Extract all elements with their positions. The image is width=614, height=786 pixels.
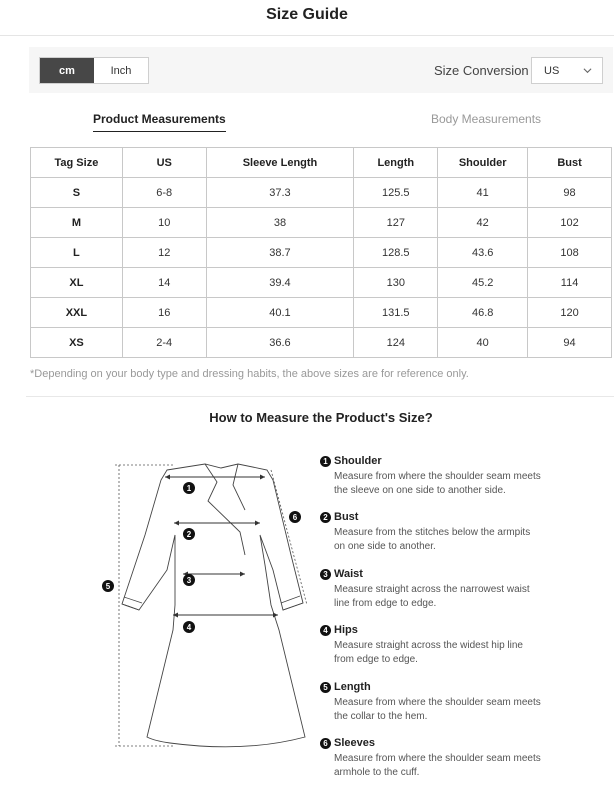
- table-row: [31, 268, 612, 298]
- tag-size-cell: M: [31, 208, 123, 238]
- table-row: [31, 208, 612, 238]
- size-conversion-select[interactable]: [531, 57, 603, 84]
- column-header: Bust: [528, 148, 612, 178]
- guide-item-desc: Measure from where the shoulder seam meets the sleeve on one side to another side.: [334, 471, 541, 496]
- table-cell: 114: [528, 268, 612, 298]
- table-cell: 6-8: [122, 178, 206, 208]
- guide-item-shoulder: [320, 455, 600, 498]
- table-cell: 14: [122, 268, 206, 298]
- column-header: Length: [354, 148, 438, 178]
- size-conversion-label: Size Conversion: [434, 63, 529, 78]
- number-badge: 1: [320, 456, 331, 467]
- guide-item-desc: Measure straight across the narrowest waist line from edge to edge.: [334, 584, 530, 609]
- table-cell: 102: [528, 208, 612, 238]
- tag-size-cell: XXL: [31, 298, 123, 328]
- table-cell: 2-4: [122, 328, 206, 358]
- guide-item-desc: Measure from where the shoulder seam meets armhole to the cuff.: [334, 753, 541, 778]
- page-title: Size Guide: [266, 6, 348, 23]
- guide-item-desc: Measure straight across the widest hip line from edge to edge.: [334, 640, 523, 665]
- guide-item-desc: Measure from where the shoulder seam meets the collar to the hem.: [334, 697, 541, 722]
- guide-item-title: Sleeves: [334, 737, 375, 749]
- guide-item-title: Hips: [334, 624, 358, 636]
- table-cell: 120: [528, 298, 612, 328]
- table-cell: 37.3: [206, 178, 354, 208]
- diagram-marker-1: [183, 482, 195, 494]
- tag-size-cell: S: [31, 178, 123, 208]
- divider: [0, 35, 614, 36]
- table-cell: 38: [206, 208, 354, 238]
- column-header: Sleeve Length: [206, 148, 354, 178]
- svg-text:1: 1: [186, 484, 192, 493]
- diagram-marker-6: [289, 511, 301, 523]
- table-cell: 130: [354, 268, 438, 298]
- guide-item-desc: Measure from the stitches below the armpits on one side to another.: [334, 527, 531, 552]
- unit-inch-button[interactable]: Inch: [110, 64, 132, 77]
- size-table: [30, 147, 612, 358]
- number-badge: 3: [320, 569, 331, 580]
- column-header: Tag Size: [31, 148, 123, 178]
- table-cell: 45.2: [438, 268, 528, 298]
- measurement-tabs: [29, 108, 613, 136]
- diagram-marker-5: [102, 580, 114, 592]
- size-conversion-value: US: [544, 64, 560, 77]
- number-badge: 2: [320, 512, 331, 523]
- table-cell: 94: [528, 328, 612, 358]
- table-cell: 10: [122, 208, 206, 238]
- table-cell: 42: [438, 208, 528, 238]
- guide-item-bust: [320, 511, 600, 554]
- table-header-row: [31, 148, 612, 178]
- divider: [26, 396, 614, 397]
- table-cell: 108: [528, 238, 612, 268]
- table-row: [31, 298, 612, 328]
- table-cell: 131.5: [354, 298, 438, 328]
- dress-diagram: [95, 455, 310, 755]
- guide-item-title: Waist: [334, 568, 363, 580]
- svg-text:3: 3: [186, 576, 192, 585]
- toolbar: [29, 47, 613, 93]
- number-badge: 5: [320, 682, 331, 693]
- table-cell: 127: [354, 208, 438, 238]
- svg-text:2: 2: [186, 530, 192, 539]
- unit-cm-button[interactable]: cm: [40, 58, 94, 83]
- tag-size-cell: L: [31, 238, 123, 268]
- tag-size-cell: XS: [31, 328, 123, 358]
- diagram-marker-2: [183, 528, 195, 540]
- svg-text:5: 5: [105, 582, 111, 591]
- guide-item-waist: [320, 568, 600, 611]
- column-header: US: [122, 148, 206, 178]
- table-row: [31, 328, 612, 358]
- tab-product-measurements[interactable]: Product Measurements: [93, 112, 226, 132]
- number-badge: 4: [320, 625, 331, 636]
- guide-item-title: Length: [334, 681, 371, 693]
- guide-item-title: Shoulder: [334, 455, 382, 467]
- unit-toggle: [39, 57, 149, 84]
- reference-note: *Depending on your body type and dressing habits, the above sizes are for reference only.: [30, 368, 469, 380]
- table-cell: 40: [438, 328, 528, 358]
- guide-item-title: Bust: [334, 511, 359, 523]
- table-cell: 128.5: [354, 238, 438, 268]
- svg-text:6: 6: [292, 513, 298, 522]
- table-row: [31, 178, 612, 208]
- table-cell: 38.7: [206, 238, 354, 268]
- table-cell: 12: [122, 238, 206, 268]
- table-cell: 124: [354, 328, 438, 358]
- table-cell: 98: [528, 178, 612, 208]
- tag-size-cell: XL: [31, 268, 123, 298]
- diagram-marker-3: [183, 574, 195, 586]
- table-row: [31, 238, 612, 268]
- guide-item-length: [320, 681, 600, 724]
- chevron-down-icon: [583, 66, 592, 75]
- number-badge: 6: [320, 738, 331, 749]
- table-cell: 16: [122, 298, 206, 328]
- table-cell: 46.8: [438, 298, 528, 328]
- table-cell: 43.6: [438, 238, 528, 268]
- svg-text:4: 4: [186, 623, 192, 632]
- tab-body-measurements[interactable]: Body Measurements: [431, 112, 542, 126]
- guide-item-hips: [320, 624, 600, 667]
- table-cell: 40.1: [206, 298, 354, 328]
- how-to-measure-title: How to Measure the Product's Size?: [209, 410, 433, 425]
- guide-item-sleeves: [320, 737, 600, 780]
- column-header: Shoulder: [438, 148, 528, 178]
- table-cell: 125.5: [354, 178, 438, 208]
- table-cell: 36.6: [206, 328, 354, 358]
- diagram-marker-4: [183, 621, 195, 633]
- table-cell: 39.4: [206, 268, 354, 298]
- table-cell: 41: [438, 178, 528, 208]
